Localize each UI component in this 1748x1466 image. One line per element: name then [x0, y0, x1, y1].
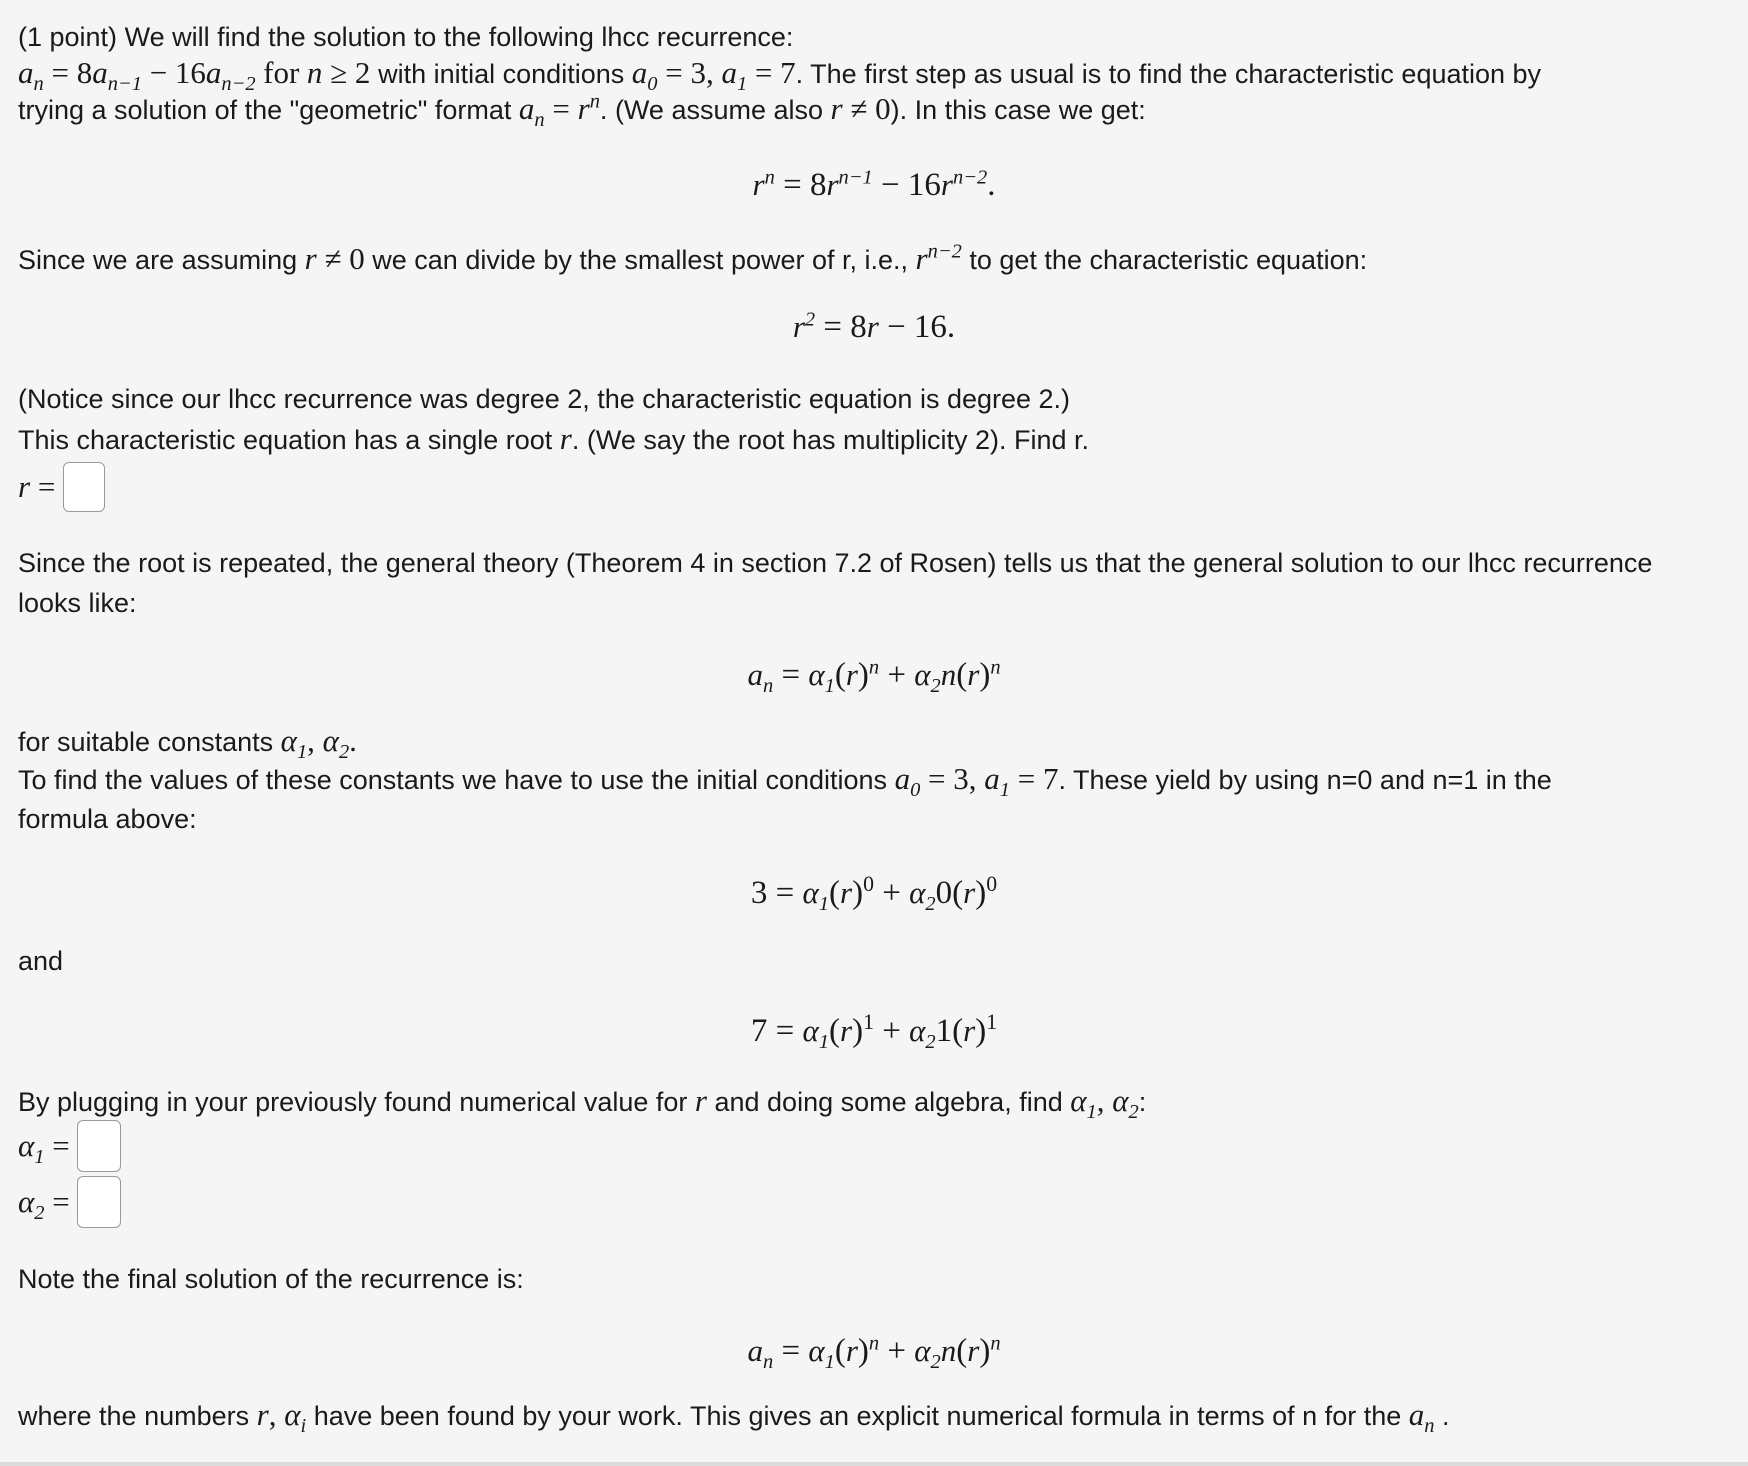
final-solution-equation: $a_n = \alpha_1(r)^n + \alpha_2n(r)^n$: [747, 1332, 1001, 1374]
alpha2-label: $\alpha_2$: [18, 1184, 45, 1225]
bottom-divider: [0, 1462, 1748, 1466]
plugging-after: and doing some algebra, find: [714, 1087, 1063, 1117]
recurrence-formula: $a_n$: [18, 55, 44, 96]
n0-equation: $3 = \alpha_1(r)^0 + \alpha_20(r)^0$: [750, 872, 998, 916]
intro-line: [18, 20, 793, 54]
alpha2-answer-row: $\alpha_2$ =: [18, 1176, 121, 1228]
in-this-case-text: In this case we get:: [914, 95, 1146, 125]
alpha2-answer-input[interactable]: [77, 1176, 121, 1228]
divide-line: Since we are assuming r ≠ 0 we can divide by the smallest power of r, i.e., $r^{n-2}$ to get the characteristic equation:: [18, 240, 1368, 276]
points-label: (1 point): [18, 22, 118, 52]
notice-text: (Notice since our lhcc recurrence was degree 2, the characteristic equation is degree 2.): [18, 384, 1071, 414]
general-line-1: Since the root is repeated, the general theory (Theorem 4 in section 7.2 of Rosen) tells us that the general solution to our lhcc recurrence: [18, 548, 1653, 578]
alpha1-answer-input[interactable]: [77, 1120, 121, 1172]
with-initial-text: with initial conditions: [378, 59, 625, 89]
for-word: for: [263, 55, 300, 90]
n1-equation: $7 = \alpha_1(r)^1 + \alpha_21(r)^1$: [750, 1010, 998, 1054]
assume-text: (We assume also: [614, 95, 824, 125]
find-values-line: To find the values of these constants we have to use the initial conditions $a_0 = 3$, $a_1 = 7$. These yield by using n=0 and n=1 in the: [18, 761, 1552, 802]
alpha1-label: $\alpha_1$: [18, 1128, 45, 1169]
intro-text: We will find the solution to the following lhcc recurrence:: [124, 22, 794, 52]
yield-text: . These yield by using n=0 and n=1 in the: [1058, 765, 1552, 795]
single-root-before: This characteristic equation has a single root: [18, 425, 553, 455]
divide-after: to get the characteristic equation:: [969, 245, 1368, 275]
find-values-text: To find the values of these constants we have to use the initial conditions: [18, 765, 888, 795]
where-after: have been found by your work. This gives an explicit numerical formula in terms of n for the: [313, 1401, 1402, 1431]
single-root-after: . (We say the root has multiplicity 2). Find r.: [571, 425, 1090, 455]
r-answer-row: r =: [18, 462, 105, 512]
divide-middle: we can divide by the smallest power of r, i.e.,: [372, 245, 909, 275]
r-label: r: [18, 469, 31, 504]
suitable-text: for suitable constants: [18, 727, 274, 757]
and-text: and: [18, 946, 64, 976]
recurrence-line: $a_n = 8a_{n-1} - 16a_{n-2}$ for n ≥ 2 with initial conditions $a_0 = 3$, $a_1 = 7$. The first step as usual is to find the characteristic equation by: [18, 55, 1542, 96]
plugging-before: By plugging in your previously found numerical value for: [18, 1087, 688, 1117]
r-answer-input[interactable]: [63, 462, 105, 512]
characteristic-equation: $r^2 = 8r - 16$.: [792, 308, 956, 345]
trying-line: trying a solution of the "geometric" format $a_n = r^n$. (We assume also r ≠ 0). In this case we get:: [18, 90, 1146, 132]
suitable-constants-line: for suitable constants $\alpha_1$, $\alpha_2$.: [18, 723, 357, 764]
general-solution-equation: $a_n = \alpha_1(r)^n + \alpha_2n(r)^n$: [747, 656, 1001, 698]
divide-before: Since we are assuming: [18, 245, 298, 275]
geometric-equation: $r^n = 8r^{n-1} - 16r^{n-2}$.: [752, 166, 996, 203]
where-before: where the numbers: [18, 1401, 250, 1431]
where-line: where the numbers r, $\alpha_i$ have been found by your work. This gives an explicit numerical formula in terms of n for the $a_n$ .: [18, 1397, 1450, 1438]
trying-text: trying a solution of the "geometric" format: [18, 95, 512, 125]
plugging-line: By plugging in your previously found numerical value for r and doing some algebra, find $\alpha_1$, $\alpha_2$:: [18, 1083, 1147, 1124]
alpha1-answer-row: $\alpha_1$ =: [18, 1120, 121, 1172]
single-root-line: This characteristic equation has a single root r. (We say the root has multiplicity 2). Find r.: [18, 421, 1090, 456]
general-line-2: looks like:: [18, 588, 137, 618]
first-step-text: The first step as usual is to find the characteristic equation by: [810, 59, 1542, 89]
formula-above-text: formula above:: [18, 804, 197, 834]
note-final-text: Note the final solution of the recurrence is:: [18, 1264, 524, 1294]
